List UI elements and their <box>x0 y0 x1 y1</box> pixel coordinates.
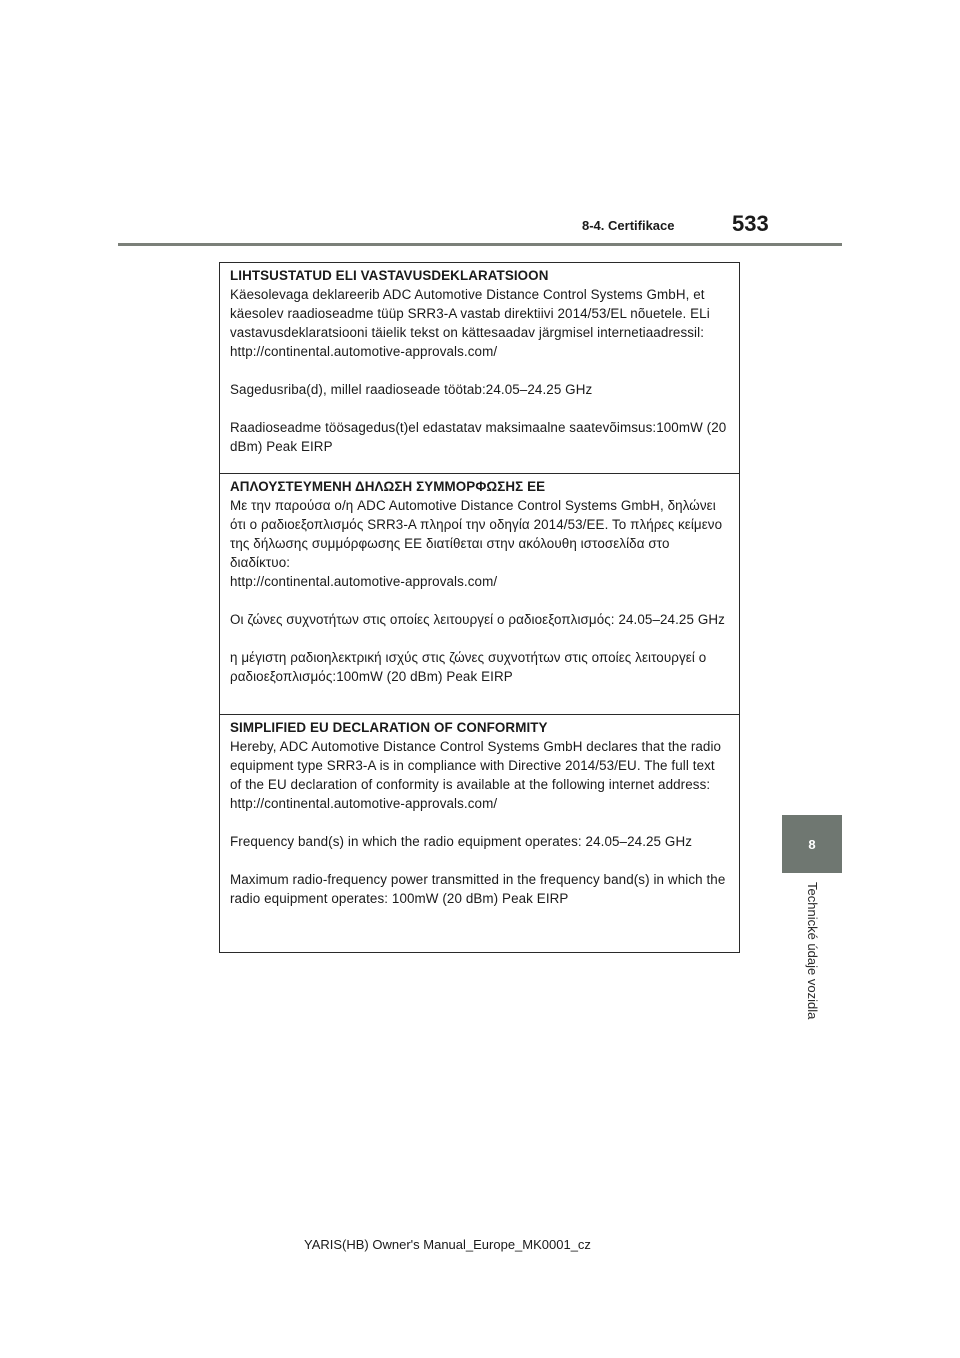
declaration-frequency: Οι ζώνες συχνοτήτων στις οποίες λειτουργεί ο ραδιοεξοπλισμός: 24.05–24.25 GHz <box>230 612 725 627</box>
declaration-power: Maximum radio-frequency power transmitted in the frequency band(s) in which the radio equipment operates: 100mW (20 dBm) Peak EIRP <box>230 872 726 906</box>
declaration-power: Raadioseadme töösagedus(t)el edastatav maksimaalne saatevõimsus:100mW (20 dBm) Peak EIRP <box>230 420 727 454</box>
declaration-url[interactable]: http://continental.automotive-approvals.com/ <box>230 344 498 359</box>
header-divider <box>118 243 842 246</box>
declaration-url[interactable]: http://continental.automotive-approvals.com/ <box>230 574 498 589</box>
chapter-title: Technické údaje vozidla <box>805 882 820 1020</box>
page-number: 533 <box>732 211 769 236</box>
declaration-estonian <box>220 263 739 473</box>
chapter-number: 8 <box>808 836 816 852</box>
declaration-title: SIMPLIFIED EU DECLARATION OF CONFORMITY <box>230 720 548 735</box>
declaration-body: Hereby, ADC Automotive Distance Control Systems GmbH declares that the radio equipment type SRR3-A is in compliance with Directive 2014/53/EU. The full text of the EU declaration of conformity is available at the following internet address: <box>230 739 722 792</box>
declarations-table <box>219 262 740 953</box>
declaration-power: η μέγιστη ραδιοηλεκτρική ισχύς στις ζώνες συχνοτήτων στις οποίες λειτουργεί ο ραδιοεξοπλισμός:100mW (20 dBm) Peak EIRP <box>230 650 707 684</box>
section-title: 8-4. Certifikace <box>582 218 675 233</box>
declaration-title: ΑΠΛΟΥΣΤΕΥΜΕΝΗ ΔΗΛΩΣΗ ΣΥΜΜΟΡΦΩΣΗΣ ΕΕ <box>230 479 546 494</box>
declaration-url[interactable]: http://continental.automotive-approvals.com/ <box>230 796 498 811</box>
declaration-body: Käesolevaga deklareerib ADC Automotive Distance Control Systems GmbH, et käesolev raadioseadme tüüp SRR3-A vastab direktiivi 2014/53/EL nõuetele. ELi vastavusdeklaratsiooni täielik tekst on kättesaadav järgmisel internetiaadressil: <box>230 287 710 340</box>
footer-manual-id: YARIS(HB) Owner's Manual_Europe_MK0001_cz <box>304 1237 591 1252</box>
declaration-frequency: Frequency band(s) in which the radio equipment operates: 24.05–24.25 GHz <box>230 834 693 849</box>
declaration-title: LIHTSUSTATUD ELI VASTAVUSDEKLARATSIOON <box>230 268 549 283</box>
declaration-body: Με την παρούσα ο/η ADC Automotive Distance Control Systems GmbH, δηλώνει ότι ο ραδιοεξοπλισμός SRR3-A πληροί την οδηγία 2014/53/ΕΕ. Το πλήρες κείμενο της δήλωσης συμμόρφωσης ΕΕ διατίθεται στην ακόλουθη ιστοσελίδα στο διαδίκτυο: <box>230 498 723 570</box>
chapter-caption <box>806 882 820 1052</box>
declaration-greek <box>220 473 739 714</box>
declaration-frequency: Sagedusriba(d), millel raadioseade töötab:24.05–24.25 GHz <box>230 382 593 397</box>
chapter-tab[interactable] <box>782 815 842 873</box>
declaration-english <box>220 714 739 952</box>
